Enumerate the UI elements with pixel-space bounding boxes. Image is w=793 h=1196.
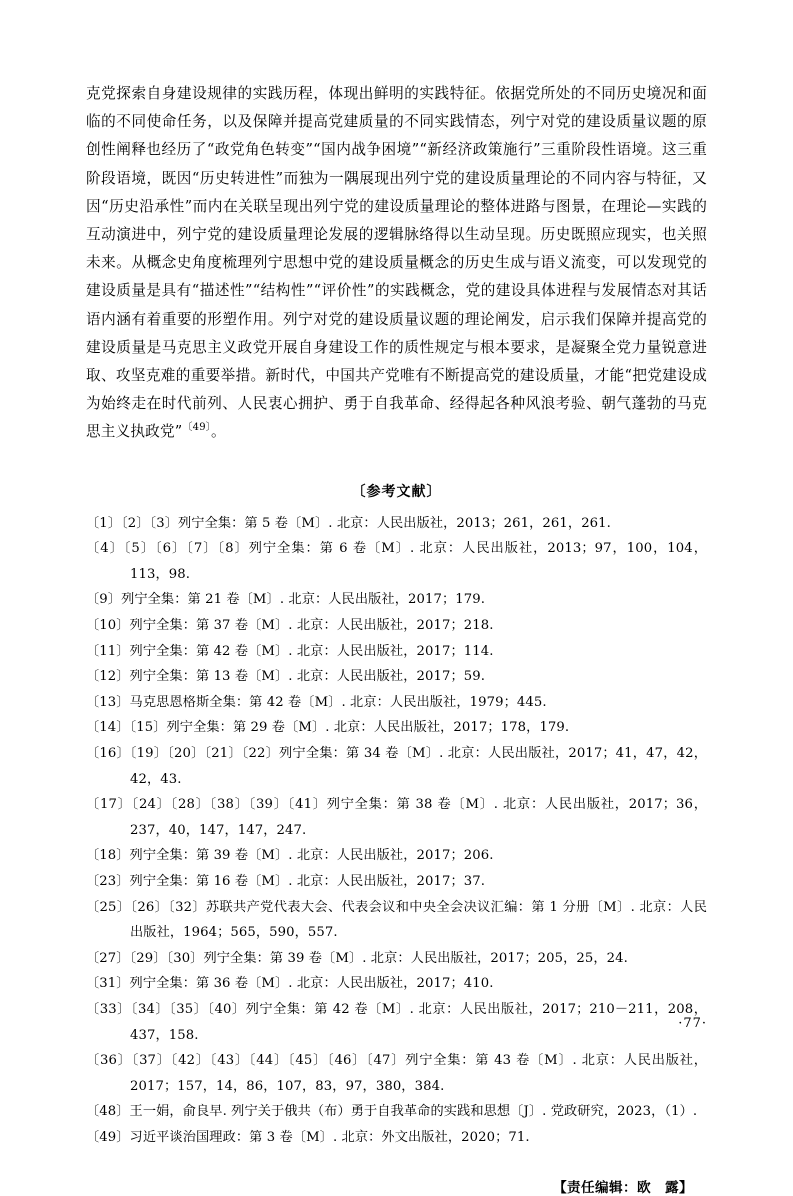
reference-item: 〔33〕〔34〕〔35〕〔40〕列宁全集：第 42 卷〔M〕. 北京：人民出版社，2017；210－211，208，437，158.	[86, 1001, 707, 1043]
reference-item: 〔11〕列宁全集：第 42 卷〔M〕. 北京：人民出版社，2017；114.	[86, 643, 494, 659]
reference-item: 〔12〕列宁全集：第 13 卷〔M〕. 北京：人民出版社，2017；59.	[86, 669, 486, 685]
reference-item: 〔49〕习近平谈治国理政：第 3 卷〔M〕. 北京：外文出版社，2020；71.	[86, 1129, 530, 1145]
body-paragraph	[86, 80, 707, 447]
reference-item: 〔16〕〔19〕〔20〕〔21〕〔22〕列宁全集：第 34 卷〔M〕. 北京：人民出版社，2017；41，47，42，42，43.	[86, 745, 707, 787]
body-paragraph-text: 克党探索自身建设规律的实践历程，体现出鲜明的实践特征。依据党所处的不同历史境况和面临的不同使命任务，以及保障并提高党建质量的不同实践情态，列宁对党的建设质量议题的原创性阐释也经历了“政党角色转变”“国内战争困境”“新经济政策施行”三重阶段性语境。这三重阶段语境，既因“历史转进性”而独为一隅展现出列宁党的建设质量理论的不同内容与特征，又因“历史沿承性”而内在关联呈现出列宁党的建设质量理论的整体进路与图景，在理论—实践的互动演进中，列宁党的建设质量理论发展的逻辑脉络得以生动呈现。历史既照应现实，也关照未来。从概念史角度梳理列宁思想中党的建设质量概念的历史生成与语义流变，可以发现党的建设质量是具有“描述性”“结构性”“评价性”的实践概念，党的建设具体进程与发展情态对其话语内涵有着重要的形塑作用。列宁对党的建设质量议题的理论阐发，启示我们保障并提高党的建设质量是马克思主义政党开展自身建设工作的质性规定与根本要求，是凝聚全党力量锐意进取、攻坚克难的重要举措。新时代，中国共产党唯有不断提高党的建设质量，才能“把党建设成为始终走在时代前列、人民衷心拥护、勇于自我革命、经得起各种风浪考验、朝气蓬勃的马克思主义执政党”	[86, 85, 707, 441]
page-number: ·77·	[678, 1016, 707, 1031]
footnote-marker: 〔49〕	[182, 422, 211, 434]
reference-item: 〔13〕马克思恩格斯全集：第 42 卷〔M〕. 北京：人民出版社，1979；445.	[86, 694, 547, 710]
reference-item: 〔1〕〔2〕〔3〕列宁全集：第 5 卷〔M〕. 北京：人民出版社，2013；261，261，261.	[86, 515, 611, 531]
editor-credit: 【责任编辑：欧 露】	[553, 1180, 693, 1196]
reference-item: 〔9〕列宁全集：第 21 卷〔M〕. 北京：人民出版社，2017；179.	[86, 592, 486, 608]
reference-item: 〔17〕〔24〕〔28〕〔38〕〔39〕〔41〕列宁全集：第 38 卷〔M〕. 北京：人民出版社，2017；36，237，40，147，147，247.	[86, 797, 707, 838]
reference-item: 〔36〕〔37〕〔42〕〔43〕〔44〕〔45〕〔46〕〔47〕列宁全集：第 43 卷〔M〕. 北京：人民出版社，2017；157，14，86，107，83，97，380，384.	[86, 1053, 707, 1094]
reference-item: 〔4〕〔5〕〔6〕〔7〕〔8〕列宁全集：第 6 卷〔M〕. 北京：人民出版社，2013；97，100，104，113，98.	[86, 541, 707, 582]
body-paragraph-tail: 。	[210, 423, 226, 441]
reference-item: 〔48〕王一娟，俞良早. 列宁关于俄共（布）勇于自我革命的实践和思想〔J〕. 党政研究，2023，（1）.	[86, 1104, 698, 1120]
reference-item: 〔31〕列宁全集：第 36 卷〔M〕. 北京：人民出版社，2017；410.	[86, 976, 494, 992]
reference-item: 〔25〕〔26〕〔32〕苏联共产党代表大会、代表会议和中央全会决议汇编：第 1 分册〔M〕. 北京：人民出版社，1964；565，590，557.	[86, 899, 707, 941]
reference-item: 〔27〕〔29〕〔30〕列宁全集：第 39 卷〔M〕. 北京：人民出版社，2017；205，25，24.	[86, 950, 628, 966]
reference-item: 〔10〕列宁全集：第 37 卷〔M〕. 北京：人民出版社，2017；218.	[86, 618, 494, 634]
references-list	[86, 511, 707, 1151]
references-heading: 〔参考文献〕	[351, 483, 442, 500]
reference-item: 〔23〕列宁全集：第 16 卷〔M〕. 北京：人民出版社，2017；37.	[86, 873, 486, 889]
reference-item: 〔14〕〔15〕列宁全集：第 29 卷〔M〕. 北京：人民出版社，2017；178，179.	[86, 720, 570, 736]
reference-item: 〔18〕列宁全集：第 39 卷〔M〕. 北京：人民出版社，2017；206.	[86, 848, 494, 864]
